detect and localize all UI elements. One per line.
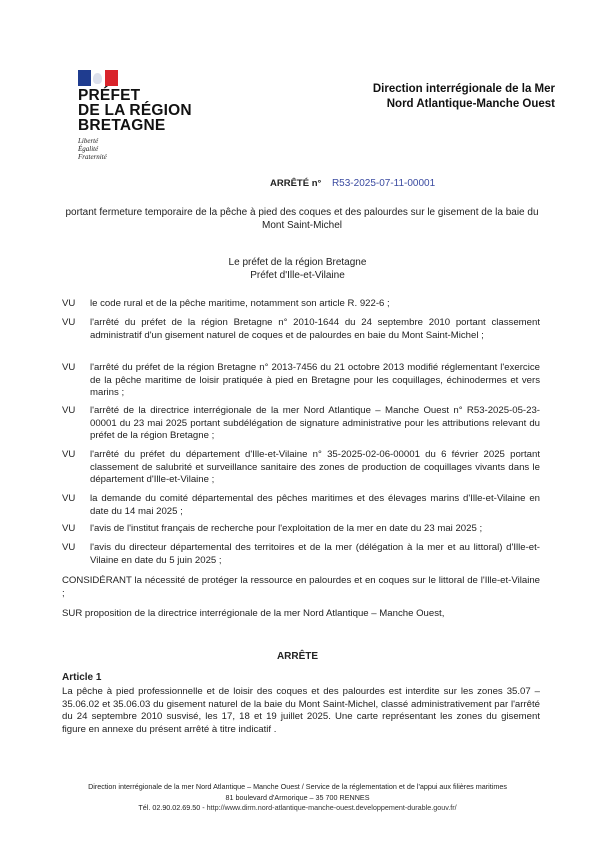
footer-address-line: 81 boulevard d'Armorique – 35 700 RENNES [225,792,370,802]
footer-contact-line [40,803,555,814]
vu-item [62,405,540,443]
vu-item [62,317,540,342]
prefet-line: Préfet d'Ille-et-Vilaine [250,270,345,281]
prefet-line: Le préfet de la région Bretagne [228,257,367,268]
direction-line: Direction interrégionale de la Mer [372,83,555,95]
logo-line: PRÉFET [78,87,141,104]
republic-motto [78,137,198,161]
issuing-direction [373,82,555,112]
motto-egalite: Égalité [78,145,99,153]
arrete-title: portant fermeture temporaire de la pêche à pied des coques et des palourdes sur le gisement de la baie du Mont Saint-Michel [65,207,539,231]
vu-item [62,542,540,567]
vu-text: l'arrêté de la directrice interrégionale de la mer Nord Atlantique – Manche Ouest n° R53-2025-05-23-00001 du 23 mai 2025 portant subdélégation de signature administrative pour les attributions relevant du préfet de la région Bretagne ; [90,405,540,441]
vu-text: l'avis de l'institut français de recherche pour l'exploitation de la mer en date du 23 mai 2025 ; [90,523,483,534]
vu-key: VU [62,298,76,309]
vu-text: l'avis du directeur départemental des territoires et de la mer (délégation à la mer et au littoral) d'Ille-et-Vilaine en date du 5 juin 2025 ; [90,542,540,566]
page-footer [40,782,555,814]
vu-item [62,449,540,487]
arrete-number: R53-2025-07-11-00001 [331,178,436,189]
direction-line: Nord Atlantique-Manche Ouest [386,98,555,110]
motto-liberte: Liberté [78,137,99,145]
vu-text: l'arrêté du préfet du département d'Ille-et-Vilaine n° 35-2025-02-06-00001 du 6 février 2025 portant classement de salubrité et surveillance sanitaire des zones de production de coquillages vivants dans le département d'Ille-et-Vilaine ; [90,449,540,485]
vu-item [62,298,540,311]
vu-key: VU [62,405,76,416]
motto-fraternite: Fraternité [78,153,107,161]
logo-line: DE LA RÉGION [78,102,192,119]
marianne-flag-icon [78,70,118,86]
arrete-label: ARRÊTÉ n° [270,178,322,189]
vu-text: l'arrêté du préfet de la région Bretagne n° 2010-1644 du 24 septembre 2010 portant classement administratif d'un gisement naturel de coques et de palourdes en baie du Mont Saint-Michel ; [90,317,540,341]
vu-key: VU [62,542,76,553]
prefet-logo [78,70,198,161]
vu-key: VU [62,317,76,328]
considerant-clause: CONSIDÉRANT la nécessité de protéger la ressource en palourdes et en coques sur le littoral de l'Ille-et-Vilaine ; [62,575,540,599]
vu-key: VU [62,362,76,373]
vu-item [62,523,540,536]
article-1-title: Article 1 [62,672,102,683]
footer-service-line: Direction interrégionale de la mer Nord Atlantique – Manche Ouest / Service de la réglementation et de l'appui aux filières maritimes [88,782,507,791]
article-1-text: La pêche à pied professionnelle et de loisir des coques et des palourdes est interdite sur les zones 35.07 – 35.06.02 et 35.06.03 du gisement naturel de la baie du Mont Saint-Michel, classé administrativement par l'arrêté du 24 septembre 2010 susvisé, les 17, 18 et 19 juillet 2025. Une carte représentant les zones du gisement figure en annexe du présent arrêté à titre indicatif . [62,686,540,735]
logo-line: BRETAGNE [78,117,166,134]
vu-text: l'arrêté du préfet de la région Bretagne n° 2013-7456 du 21 octobre 2013 modifié réglementant l'exercice de la pêche maritime de loisir pratiquée à pied en Bretagne pour les coquillages, échinodermes et vers marins ; [90,362,540,398]
prefet-designation [0,256,595,282]
vu-key: VU [62,523,76,534]
decision-heading: ARRÊTE [276,651,319,662]
footer-website-link[interactable]: http://www.dirm.nord-atlantique-manche-ouest.developpement-durable.gouv.fr/ [206,803,457,812]
vu-item [62,362,540,400]
footer-phone: Tél. 02.90.02.69.50 - [138,803,207,812]
vu-text: le code rural et de la pêche maritime, notamment son article R. 922-6 ; [90,298,390,309]
sur-clause: SUR proposition de la directrice interrégionale de la mer Nord Atlantique – Manche Ouest, [62,608,445,619]
vu-key: VU [62,493,76,504]
vu-text: la demande du comité départemental des pêches maritimes et des élevages marins d'Ille-et-Vilaine en date du 14 mai 2025 ; [90,493,540,517]
vu-key: VU [62,449,76,460]
vu-item [62,493,540,518]
arrete-number-line [270,178,435,189]
